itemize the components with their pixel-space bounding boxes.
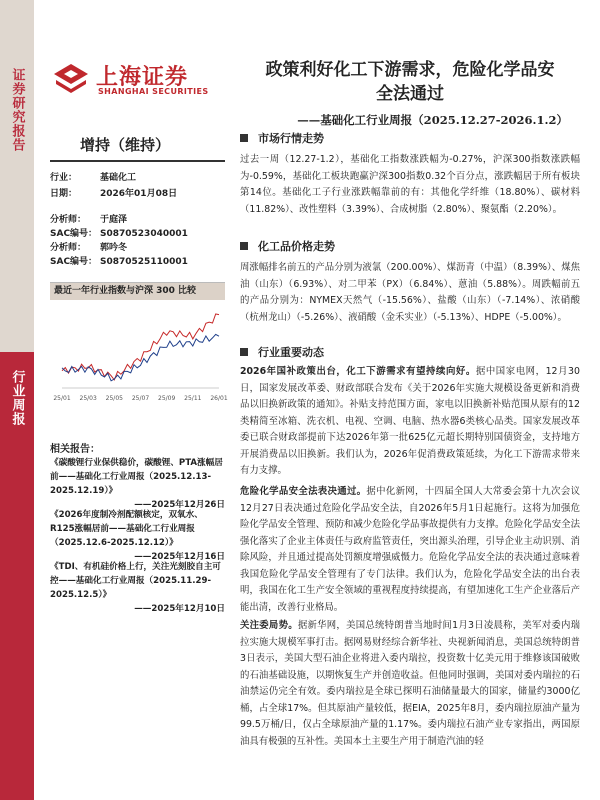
chart-x-tick-label: 25/11: [184, 395, 202, 402]
news-paragraph-2: [240, 484, 580, 616]
news-paragraph-3: [240, 618, 580, 750]
related-report-3-date: ——2025年12月10日: [134, 604, 225, 614]
sac1-row: [50, 226, 188, 239]
chart-x-tick-label: 25/03: [79, 395, 97, 402]
chart-series-line-1: [62, 314, 219, 380]
report-title-line1: 政策利好化工下游需求，危险化学品安: [265, 60, 555, 80]
related-report-2[interactable]: [50, 508, 225, 564]
chart-canvas: [50, 300, 228, 404]
section-heading-prices-text: 化工品价格走势: [258, 240, 335, 253]
chart-series-line-2: [62, 334, 219, 380]
side-strip: [0, 0, 34, 800]
related-report-2-text: 《2026年度制冷剂配额核定，双氧水、R125涨幅居前——基础化工行业周报（2025.12.6-2025.12.12）》: [50, 510, 203, 548]
logo-text-en: SHANGHAI SECURITIES: [98, 87, 209, 96]
sac2-row: [50, 254, 188, 267]
report-title-line2: 全法通过: [376, 84, 444, 104]
section-heading-market-text: 市场行情走势: [258, 132, 324, 145]
chart-heading: 最近一年行业指数与沪深 300 比较: [50, 283, 225, 300]
analyst2-key: 分析师：: [50, 243, 87, 253]
news-paragraph-2-lead: 危险化学品安全法表决通过。: [240, 486, 367, 497]
related-report-3[interactable]: [50, 560, 225, 616]
date-row: [50, 186, 177, 199]
info-panel: [50, 134, 225, 267]
company-logo: [52, 60, 222, 100]
analyst2-value: 郭吟冬: [100, 243, 128, 253]
report-category-label: 行业周报: [9, 370, 25, 426]
sac2-value: S0870525110001: [100, 257, 188, 267]
chart-x-tick-label: 25/01: [53, 395, 71, 402]
section-bullet-icon: [240, 134, 248, 142]
side-strip-top: [0, 0, 34, 352]
chart-x-tick-label: 25/05: [105, 395, 123, 402]
news-paragraph-1-lead: 2026年国补政策出台，化工下游需求有望持续向好。: [240, 366, 476, 377]
analyst2-row: [50, 240, 127, 253]
section-heading-news-text: 行业重要动态: [258, 346, 324, 359]
news-paragraph-3-lead: 关注委局势。: [240, 620, 298, 631]
sac2-key: SAC编号：: [50, 257, 98, 267]
logo-text-cn: 上海证券: [96, 65, 189, 90]
market-paragraph: 过去一周（12.27-1.2），基础化工指数涨跌幅为-0.27%，沪深300指数涨跌幅为-0.59%，基础化工板块跑赢沪深300指数0.32个百分点，涨跌幅居于所有板块第14位。基础化工子行业涨跌幅靠前的有：其他化学纤维（18.80%）、碳材料（11.82%）、改性塑料（3.39%）、合成树脂（2.80%）、聚氨酯（2.20%）。: [240, 154, 580, 215]
report-subtitle: ——基础化工行业周报（2025.12.27-2026.1.2）: [297, 113, 568, 127]
report-type-label: 证券研究报告: [9, 68, 25, 152]
section-heading-prices: [240, 238, 335, 254]
rating: 增持（维持）: [80, 136, 171, 154]
news-paragraph-2-body: 据中化新网，十四届全国人大常委会第十九次会议12月27日表决通过危险化学品安全法，自2026年5月1日起施行。这将为加强危险化学品安全管理、预防和减少危险化学品事故提供有力支撑。危险化学品安全法强化落实了企业主体责任与政府监管责任，突出源头治理，引导企业主动识别、消除风险，并且通过提高处罚额度增强威慑力。危险化学品安全法的表决通过意味着我国危险化学品安全管理有了专门法律。我们认为，危险化学品安全法的出台表明，我国在化工生产安全领域的重视程度持续提高，有望加速化工生产企业落后产能出清，改善行业格局。: [240, 486, 580, 613]
section-heading-market: [240, 130, 324, 146]
analyst1-key: 分析师：: [50, 215, 87, 225]
report-title-block: [240, 58, 580, 128]
industry-key: 行业：: [50, 173, 78, 183]
industry-value: 基础化工: [100, 173, 137, 183]
chart-x-tick-label: 25/07: [131, 395, 150, 402]
date-key: 日期：: [50, 189, 78, 199]
related-report-2-date: ——2025年12月16日: [134, 552, 225, 562]
section-heading-news: [240, 344, 324, 360]
news-paragraph-1-body: 据中国家电网，12月30日，国家发展改革委、财政部联合发布《关于2026年实施大规模设备更新和消费品以旧换新政策的通知》。补贴支持范围方面，家电以旧换新补贴范围从原有的12类精简至冰箱、洗衣机、电视、空调、电脑、热水器6类核心品类。国家发展改革委已联合财政部提前下达2026年第一批625亿元超长期特别国债资金，支持地方开展消费品以旧换新。我们认为，2026年促消费政策延续，为化工下游需求带来有力支撑。: [240, 366, 580, 476]
date-value: 2026年01月08日: [100, 189, 178, 199]
chart-x-tick-label: 25/09: [158, 395, 176, 402]
analyst1-row: [50, 212, 127, 225]
news-paragraph-1: [240, 364, 580, 480]
sac1-key: SAC编号：: [50, 229, 98, 239]
related-reports-title: 相关报告：: [50, 444, 100, 455]
section-bullet-icon: [240, 242, 248, 250]
rating-divider: [50, 160, 225, 162]
sac1-value: S0870523040001: [100, 229, 188, 239]
prices-paragraph: 周涨幅排名前五的产品分别为液氯（200.00%）、煤沥青（中温）（8.39%）、煤焦油（山东）（6.93%）、对二甲苯（PX）（6.84%）、蒽油（5.88%）。周跌幅前五的产品分别为：NYMEX天然气（-15.56%）、盐酸（山东）（-7.14%）、浓硝酸（杭州龙山）（-5.26%）、液硝酸（金禾实业）（-5.13%）、HDPE（-5.00%）。: [240, 262, 580, 323]
related-report-1[interactable]: [50, 456, 225, 512]
logo-mark-icon: [52, 62, 90, 96]
news-paragraph-3-body: 据新华网，美国总统特朗普当地时间1月3日凌晨称，美军对委内瑞拉实施大规模军事打击。据网易财经综合新华社、央视新闻消息，美国总统特朗普3日表示，美国大型石油企业将进入委内瑞拉，投资数十亿美元用于维修该国破败的石油基础设施，以期恢复生产并创造收益。但他同时强调，美国对委内瑞拉的石油禁运仍完全有效。委内瑞拉是全球已探明石油储量最大的国家，储量约3000亿桶，占全球17%。但其原油产量较低，据EIA，2025年8月，委内瑞拉原油产量为99.5万桶/日，仅占全球原油产量的1.17%。委内瑞拉石油产业专家指出，两国原油具有极强的互补性。美国本土主要生产用于制造汽油的轻: [240, 620, 580, 747]
related-report-1-date: ——2025年12月26日: [134, 500, 225, 510]
chart-x-tick-label: 26/01: [210, 395, 228, 402]
section-bullet-icon: [240, 348, 248, 356]
related-report-1-text: 《碳酸锂行业保供稳价，碳酸锂、PTA涨幅居前——基础化工行业周报（2025.12.13-2025.12.19）》: [50, 458, 223, 496]
related-report-3-text: 《TDI、有机硅价格上行，关注光刻胶自主可控——基础化工行业周报（2025.11.29-2025.12.5）》: [50, 562, 221, 600]
industry-row: [50, 170, 136, 183]
analyst1-value: 于庭泽: [100, 215, 128, 225]
index-comparison-chart: [50, 282, 228, 404]
